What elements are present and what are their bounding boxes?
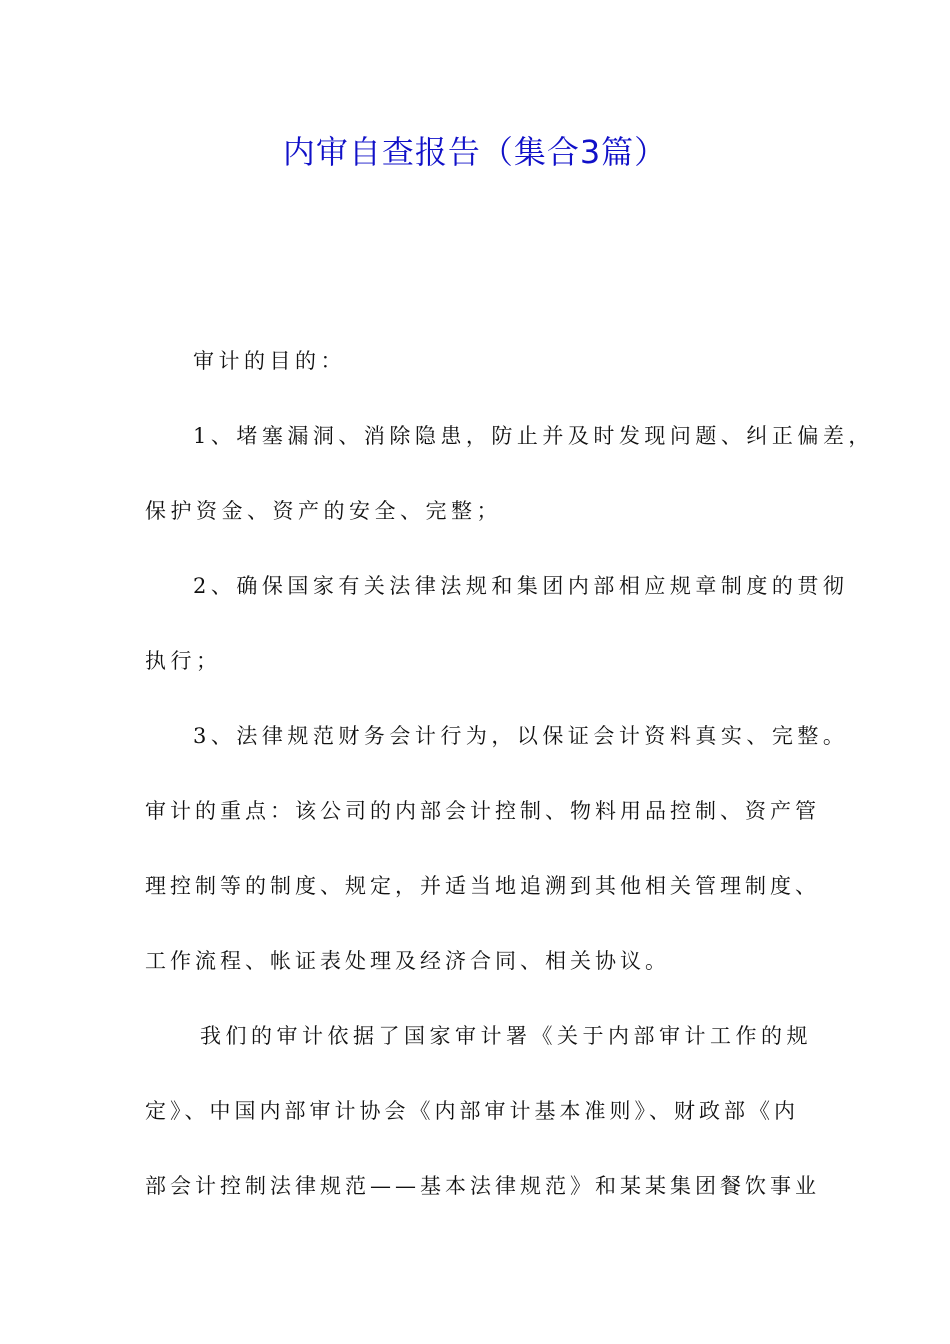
paragraph-line-6: 3、法律规范财务会计行为，以保证会计资料真实、完整。 xyxy=(193,724,849,748)
document-title: 内审自查报告（集合3篇） xyxy=(282,133,668,171)
paragraph-line-1: 审计的目的： xyxy=(193,349,346,373)
paragraph-line-11: 定》、中国内部审计协会《内部审计基本准则》、财政部《内 xyxy=(145,1099,799,1123)
paragraph-line-10: 我们的审计依据了国家审计署《关于内部审计工作的规 xyxy=(200,1024,812,1048)
paragraph-line-2: 1、堵塞漏洞、消除隐患，防止并及时发现问题、纠正偏差， xyxy=(193,424,874,448)
paragraph-line-4: 2、确保国家有关法律法规和集团内部相应规章制度的贯彻 xyxy=(193,574,849,598)
paragraph-line-9: 工作流程、帐证表处理及经济合同、相关协议。 xyxy=(145,949,670,973)
paragraph-line-3: 保护资金、资产的安全、完整； xyxy=(145,499,502,523)
paragraph-line-12: 部会计控制法律规范——基本法律规范》和某某集团餐饮事业 xyxy=(145,1174,820,1198)
paragraph-line-8: 理控制等的制度、规定，并适当地追溯到其他相关管理制度、 xyxy=(145,874,820,898)
paragraph-line-7: 审计的重点：该公司的内部会计控制、物料用品控制、资产管 xyxy=(145,799,820,823)
paragraph-line-5: 执行； xyxy=(145,649,222,673)
